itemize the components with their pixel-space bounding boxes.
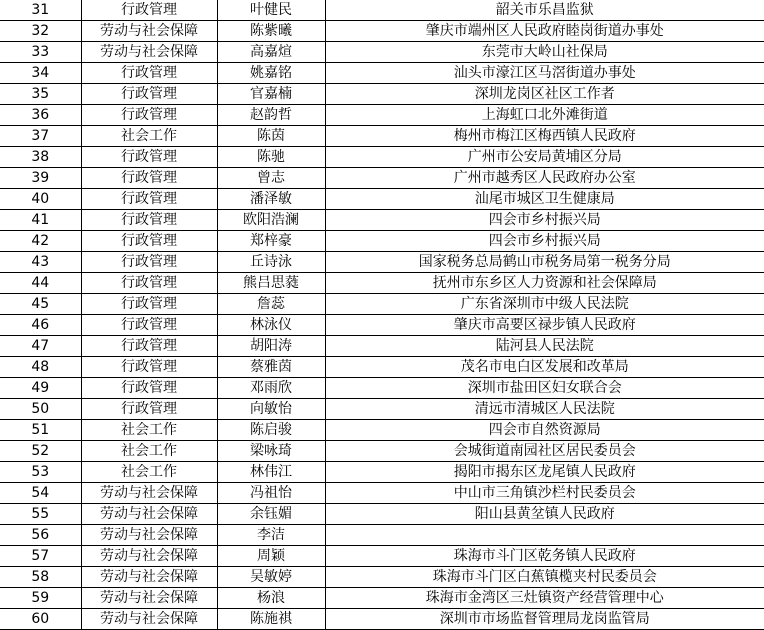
employer-cell[interactable]: 广州市越秀区人民政府办公室: [325, 168, 764, 189]
row-number-cell[interactable]: 35: [0, 84, 81, 105]
employer-cell[interactable]: 广东省深圳市中级人民法院: [325, 294, 764, 315]
row-number-cell[interactable]: 56: [0, 525, 81, 546]
employer-cell[interactable]: 珠海市金湾区三灶镇资产经营管理中心: [325, 588, 764, 609]
employer-cell[interactable]: 陆河县人民法院: [325, 336, 764, 357]
table-row: [0, 63, 764, 84]
major-cell[interactable]: 行政管理: [81, 147, 217, 168]
name-cell[interactable]: 邓雨欣: [217, 378, 325, 399]
row-number-cell[interactable]: 51: [0, 420, 81, 441]
table-row: [0, 105, 764, 126]
major-cell[interactable]: 行政管理: [81, 399, 217, 420]
employer-cell[interactable]: [325, 525, 764, 546]
row-number-cell[interactable]: 39: [0, 168, 81, 189]
major-cell[interactable]: 行政管理: [81, 294, 217, 315]
table-row: [0, 504, 764, 525]
row-number-cell[interactable]: 33: [0, 42, 81, 63]
name-cell[interactable]: 丘诗泳: [217, 252, 325, 273]
table-row: [0, 588, 764, 609]
row-number-cell[interactable]: 37: [0, 126, 81, 147]
major-cell[interactable]: 行政管理: [81, 210, 217, 231]
employer-cell[interactable]: 清远市清城区人民法院: [325, 399, 764, 420]
row-number-cell[interactable]: 42: [0, 231, 81, 252]
row-number-cell[interactable]: 52: [0, 441, 81, 462]
table-row: [0, 441, 764, 462]
name-cell[interactable]: 陈启骏: [217, 420, 325, 441]
table-row: [0, 567, 764, 588]
major-cell[interactable]: 社会工作: [81, 462, 217, 483]
employer-cell[interactable]: 阳山县黄坌镇人民政府: [325, 504, 764, 525]
row-number-cell[interactable]: 60: [0, 609, 81, 630]
name-cell[interactable]: 欧阳浩澜: [217, 210, 325, 231]
employer-cell[interactable]: 深圳市盐田区妇女联合会: [325, 378, 764, 399]
table-row: [0, 315, 764, 336]
employer-cell[interactable]: 四会市乡村振兴局: [325, 210, 764, 231]
name-cell[interactable]: 陈茵: [217, 126, 325, 147]
employer-cell[interactable]: 珠海市斗门区乾务镇人民政府: [325, 546, 764, 567]
row-number-cell[interactable]: 45: [0, 294, 81, 315]
row-number-cell[interactable]: 34: [0, 63, 81, 84]
major-cell[interactable]: 劳动与社会保障: [81, 588, 217, 609]
table-row: [0, 462, 764, 483]
name-cell[interactable]: 陈紫曦: [217, 21, 325, 42]
employer-cell[interactable]: 梅州市梅江区梅西镇人民政府: [325, 126, 764, 147]
name-cell[interactable]: 李洁: [217, 525, 325, 546]
employer-cell[interactable]: 韶关市乐昌监狱: [325, 0, 764, 21]
name-cell[interactable]: 冯祖怡: [217, 483, 325, 504]
name-cell[interactable]: 赵韵哲: [217, 105, 325, 126]
table-row: [0, 273, 764, 294]
major-cell[interactable]: 行政管理: [81, 252, 217, 273]
row-number-cell[interactable]: 41: [0, 210, 81, 231]
employer-cell[interactable]: 中山市三角镇沙栏村民委员会: [325, 483, 764, 504]
major-cell[interactable]: 行政管理: [81, 336, 217, 357]
name-cell[interactable]: 杨浪: [217, 588, 325, 609]
employer-cell[interactable]: 广州市公安局黄埔区分局: [325, 147, 764, 168]
row-number-cell[interactable]: 44: [0, 273, 81, 294]
major-cell[interactable]: 社会工作: [81, 126, 217, 147]
table-row: [0, 210, 764, 231]
table-row: [0, 231, 764, 252]
employer-cell[interactable]: 揭阳市揭东区龙尾镇人民政府: [325, 462, 764, 483]
name-cell[interactable]: 陈驰: [217, 147, 325, 168]
name-cell[interactable]: 叶健民: [217, 0, 325, 21]
employer-cell[interactable]: 深圳市市场监督管理局龙岗监管局: [325, 609, 764, 630]
table-row: [0, 399, 764, 420]
row-number-cell[interactable]: 50: [0, 399, 81, 420]
table-row: [0, 357, 764, 378]
name-cell[interactable]: 吴敏婷: [217, 567, 325, 588]
row-number-cell[interactable]: 54: [0, 483, 81, 504]
table-row: [0, 42, 764, 63]
major-cell[interactable]: 行政管理: [81, 63, 217, 84]
row-number-cell[interactable]: 40: [0, 189, 81, 210]
major-cell[interactable]: 劳动与社会保障: [81, 609, 217, 630]
name-cell[interactable]: 蔡雅茵: [217, 357, 325, 378]
row-number-cell[interactable]: 49: [0, 378, 81, 399]
name-cell[interactable]: 高嘉煊: [217, 42, 325, 63]
employer-cell[interactable]: 汕头市濠江区马滘街道办事处: [325, 63, 764, 84]
table-row: [0, 609, 764, 630]
name-cell[interactable]: 林伟江: [217, 462, 325, 483]
major-cell[interactable]: 劳动与社会保障: [81, 525, 217, 546]
table-row: [0, 546, 764, 567]
name-cell[interactable]: 胡阳涛: [217, 336, 325, 357]
name-cell[interactable]: 梁咏琦: [217, 441, 325, 462]
major-cell[interactable]: 行政管理: [81, 168, 217, 189]
name-cell[interactable]: 姚嘉铭: [217, 63, 325, 84]
employer-cell[interactable]: 珠海市斗门区白蕉镇榄夹村民委员会: [325, 567, 764, 588]
major-cell[interactable]: 行政管理: [81, 0, 217, 21]
row-number-cell[interactable]: 47: [0, 336, 81, 357]
major-cell[interactable]: 劳动与社会保障: [81, 546, 217, 567]
employer-cell[interactable]: 茂名市电白区发展和改革局: [325, 357, 764, 378]
employer-cell[interactable]: 东莞市大岭山社保局: [325, 42, 764, 63]
name-cell[interactable]: 周颖: [217, 546, 325, 567]
name-cell[interactable]: 熊吕思蕤: [217, 273, 325, 294]
employer-cell[interactable]: 上海虹口北外滩街道: [325, 105, 764, 126]
row-number-cell[interactable]: 58: [0, 567, 81, 588]
row-number-cell[interactable]: 48: [0, 357, 81, 378]
employer-cell[interactable]: 四会市乡村振兴局: [325, 231, 764, 252]
major-cell[interactable]: 劳动与社会保障: [81, 567, 217, 588]
table-row: [0, 483, 764, 504]
name-cell[interactable]: 詹蕊: [217, 294, 325, 315]
table-row: [0, 0, 764, 21]
name-cell[interactable]: 余钰媚: [217, 504, 325, 525]
major-cell[interactable]: 劳动与社会保障: [81, 21, 217, 42]
name-cell[interactable]: 潘泽敏: [217, 189, 325, 210]
major-cell[interactable]: 行政管理: [81, 357, 217, 378]
table-row: [0, 294, 764, 315]
name-cell[interactable]: 林泳仪: [217, 315, 325, 336]
major-cell[interactable]: 行政管理: [81, 273, 217, 294]
row-number-cell[interactable]: 31: [0, 0, 81, 21]
major-cell[interactable]: 劳动与社会保障: [81, 504, 217, 525]
table-row: [0, 21, 764, 42]
major-cell[interactable]: 劳动与社会保障: [81, 483, 217, 504]
major-cell[interactable]: 行政管理: [81, 189, 217, 210]
name-cell[interactable]: 郑梓豪: [217, 231, 325, 252]
table-row: [0, 147, 764, 168]
employer-cell[interactable]: 抚州市东乡区人力资源和社会保障局: [325, 273, 764, 294]
table-row: [0, 252, 764, 273]
employer-cell[interactable]: 会城街道南园社区居民委员会: [325, 441, 764, 462]
major-cell[interactable]: 社会工作: [81, 420, 217, 441]
row-number-cell[interactable]: 38: [0, 147, 81, 168]
table-row: [0, 420, 764, 441]
employer-cell[interactable]: 四会市自然资源局: [325, 420, 764, 441]
employer-cell[interactable]: 肇庆市端州区人民政府睦岗街道办事处: [325, 21, 764, 42]
major-cell[interactable]: 行政管理: [81, 84, 217, 105]
major-cell[interactable]: 行政管理: [81, 315, 217, 336]
name-cell[interactable]: 曾志: [217, 168, 325, 189]
major-cell[interactable]: 行政管理: [81, 378, 217, 399]
table-row: [0, 336, 764, 357]
employer-cell[interactable]: 国家税务总局鹤山市税务局第一税务分局: [325, 252, 764, 273]
row-number-cell[interactable]: 36: [0, 105, 81, 126]
table-row: [0, 378, 764, 399]
major-cell[interactable]: 行政管理: [81, 231, 217, 252]
major-cell[interactable]: 社会工作: [81, 441, 217, 462]
row-number-cell[interactable]: 53: [0, 462, 81, 483]
employer-cell[interactable]: 肇庆市高要区禄步镇人民政府: [325, 315, 764, 336]
table-row: [0, 168, 764, 189]
name-cell[interactable]: 官嘉楠: [217, 84, 325, 105]
table-row: [0, 84, 764, 105]
row-number-cell[interactable]: 43: [0, 252, 81, 273]
row-number-cell[interactable]: 32: [0, 21, 81, 42]
major-cell[interactable]: 劳动与社会保障: [81, 42, 217, 63]
table-row: [0, 126, 764, 147]
major-cell[interactable]: 行政管理: [81, 105, 217, 126]
employer-cell[interactable]: 深圳龙岗区社区工作者: [325, 84, 764, 105]
table-row: [0, 525, 764, 546]
name-cell[interactable]: 向敏怡: [217, 399, 325, 420]
name-cell[interactable]: 陈施祺: [217, 609, 325, 630]
employer-cell[interactable]: 汕尾市城区卫生健康局: [325, 189, 764, 210]
row-number-cell[interactable]: 57: [0, 546, 81, 567]
table-row: [0, 189, 764, 210]
row-number-cell[interactable]: 59: [0, 588, 81, 609]
row-number-cell[interactable]: 46: [0, 315, 81, 336]
row-number-cell[interactable]: 55: [0, 504, 81, 525]
